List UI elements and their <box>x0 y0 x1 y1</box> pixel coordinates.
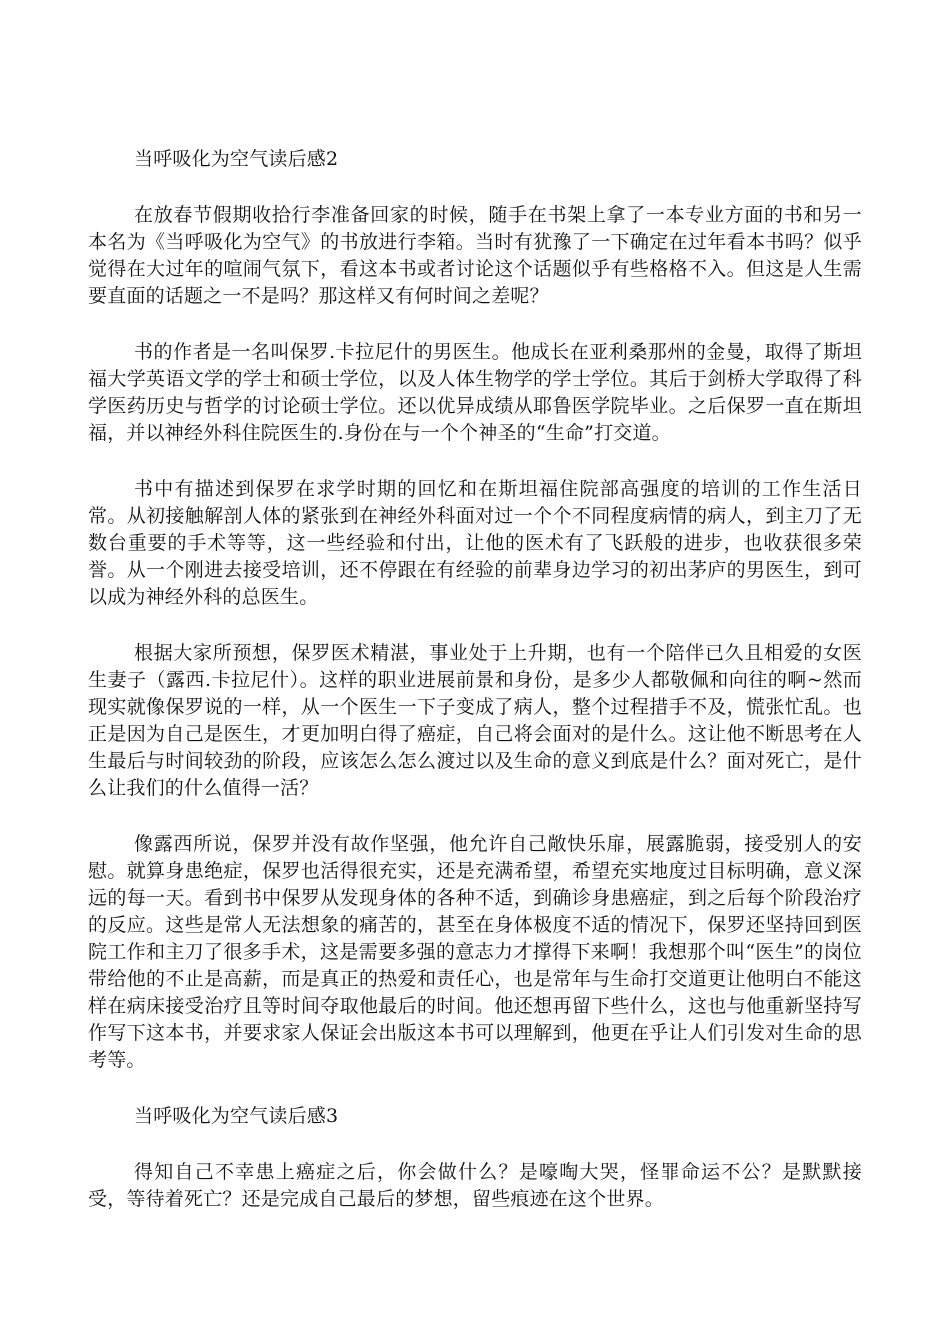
paragraph: 根据大家所预想，保罗医术精湛，事业处于上升期，也有一个陪伴已久且相爱的女医生妻子（露西.卡拉尼什）。这样的职业进展前景和身份，是多少人都敬佩和向往的啊~然而现实就像保罗说的一样，从一个医生一下子变成了病人，整个过程措手不及，慌张忙乱。也正是因为自己是医生，才更加明白得了癌症，自己将会面对的是什么。这让他不断思考在人生最后与时间较劲的阶段，应该怎么怎么渡过以及生命的意义到底是什么？面对死亡，是什么让我们的什么值得一活？ <box>88 642 862 799</box>
paragraph: 得知自己不幸患上癌症之后，你会做什么？是嚎啕大哭，怪罪命运不公？是默默接受，等待着死亡？还是完成自己最后的梦想，留些痕迹在这个世界。 <box>88 1161 862 1210</box>
paragraph: 像露西所说，保罗并没有故作坚强，他允许自己敞快乐扉，展露脆弱，接受别人的安慰。就算身患绝症，保罗也活得很充实，还是充满希望，希望充实地度过目标明确，意义深远的每一天。看到书中保罗从发现身体的各种不适，到确诊身患癌症，到之后每个阶段治疗的反应。这些是常人无法想象的痛苦的，甚至在身体极度不适的情况下，保罗还坚持回到医院工作和主刀了很多手术，这是需要多强的意志力才撑得下来啊！我想那个叫“医生”的岗位带给他的不止是高薪，而是真正的热爱和责任心，也是常年与生命打交道更让他明白不能这样在病床接受治疗且等时间夺取他最后的时间。他还想再留下些什么，这也与他重新坚持写作写下这本书，并要求家人保证会出版这本书可以理解到，他更在乎让人们引发对生命的思考等。 <box>88 833 862 1071</box>
section-heading: 当呼吸化为空气读后感2 <box>134 148 339 170</box>
paragraph: 书的作者是一名叫保罗.卡拉尼什的男医生。他成长在亚利桑那州的金曼，取得了斯坦福大学英语文学的学士和硕士学位，以及人体生物学的学士学位。其后于剑桥大学取得了科学医药历史与哲学的讨论硕士学位。还以优异成绩从耶鲁医学院毕业。之后保罗一直在斯坦福，并以神经外科住院医生的.身份在与一个个神圣的“生命”打交道。 <box>88 341 862 444</box>
document-body <box>88 146 862 1242</box>
paragraph: 书中有描述到保罗在求学时期的回忆和在斯坦福住院部高强度的培训的工作生活日常。从初接触解剖人体的紧张到在神经外科面对过一个个不同程度病情的病人，到主刀了无数台重要的手术等等，这一些经验和付出，让他的医术有了飞跃般的进步，也收获很多荣誉。从一个刚进去接受培训，还不停跟在有经验的前辈身边学习的初出茅庐的男医生，到可以成为神经外科的总医生。 <box>88 478 862 608</box>
section-reading-note-3 <box>88 1103 862 1213</box>
section-reading-note-2 <box>88 146 862 1074</box>
paragraph: 在放春节假期收拾行李准备回家的时候，随手在书架上拿了一本专业方面的书和另一本名为《当呼吸化为空气》的书放进行李箱。当时有犹豫了一下确定在过年看本书吗？似乎觉得在大过年的喧闹气氛下，看这本书或者讨论这个话题似乎有些格格不入。但这是人生需要直面的话题之一不是吗？那这样又有何时间之差呢？ <box>88 204 862 307</box>
section-heading: 当呼吸化为空气读后感3 <box>134 1105 339 1127</box>
